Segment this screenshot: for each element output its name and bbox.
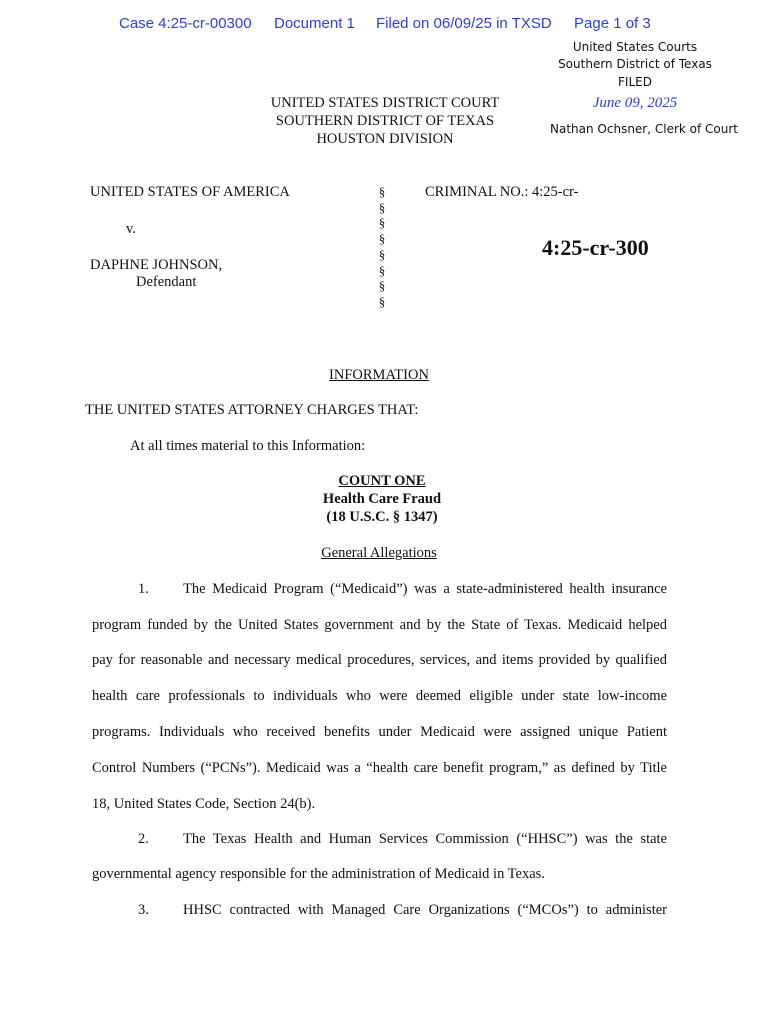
count-subtitle: Health Care Fraud: [322, 491, 442, 507]
section-mark: §: [378, 184, 386, 199]
paragraph-line: pay for reasonable and necessary medical procedures, services, and items provided by qualified: [92, 652, 667, 668]
stamp-courts: United States Courts: [572, 40, 698, 54]
document-number-header: Document 1: [274, 15, 355, 32]
section-mark: §: [378, 278, 386, 294]
defendant-name: DAPHNE JOHNSON,: [90, 257, 223, 273]
section-heading: General Allegations: [321, 545, 437, 561]
case-number-stamp: 4:25-cr-300: [542, 235, 649, 260]
section-mark: §: [378, 293, 386, 309]
filed-date-header: Filed on 06/09/25 in TXSD: [376, 15, 552, 32]
paragraph-line: governmental agency responsible for the administration of Medicaid in Texas.: [92, 866, 545, 882]
document-title: INFORMATION: [329, 367, 429, 383]
section-mark: §: [378, 231, 386, 247]
section-marks-column: [372, 184, 392, 310]
intro-line: At all times material to this Information:: [130, 438, 366, 454]
section-mark: §: [378, 199, 386, 215]
paragraph-line: 18, United States Code, Section 24(b).: [92, 796, 316, 812]
paragraph-line: programs. Individuals who received benefits under Medicaid were assigned unique Patient: [92, 724, 667, 740]
case-number-header: Case 4:25-cr-00300: [119, 15, 252, 32]
count-statute: (18 U.S.C. § 1347): [326, 509, 438, 525]
criminal-number-label: CRIMINAL NO.: 4:25-cr-: [425, 184, 579, 200]
paragraph-line: Control Numbers (“PCNs”). Medicaid was a “health care benefit program,” as defined by Title: [92, 760, 667, 776]
section-mark: §: [378, 246, 386, 262]
section-mark: §: [378, 215, 386, 231]
paragraph-line: The Texas Health and Human Services Commission (“HHSC”) was the state: [183, 831, 667, 847]
paragraph-line: program funded by the United States government and by the State of Texas. Medicaid helped: [92, 617, 667, 633]
stamp-date: June 09, 2025: [592, 95, 678, 111]
defendant-label: Defendant: [136, 274, 197, 290]
court-district: SOUTHERN DISTRICT OF TEXAS: [275, 113, 495, 129]
versus-label: v.: [126, 221, 136, 237]
charges-line: THE UNITED STATES ATTORNEY CHARGES THAT:: [85, 402, 419, 418]
section-mark: §: [378, 262, 386, 278]
paragraph-number: 3.: [138, 902, 149, 918]
court-name: UNITED STATES DISTRICT COURT: [270, 95, 500, 111]
paragraph-line: health care professionals to individuals who were deemed eligible under state low-income: [92, 688, 667, 704]
paragraph-number: 2.: [138, 831, 149, 847]
paragraph-line: HHSC contracted with Managed Care Organizations (“MCOs”) to administer: [183, 902, 667, 918]
stamp-clerk: Nathan Ochsner, Clerk of Court: [550, 122, 739, 136]
stamp-district: Southern District of Texas: [558, 57, 712, 71]
stamp-filed: FILED: [618, 75, 652, 89]
count-title: COUNT ONE: [338, 473, 426, 489]
page-number-header: Page 1 of 3: [574, 15, 651, 32]
court-division: HOUSTON DIVISION: [316, 131, 454, 147]
paragraph-line: The Medicaid Program (“Medicaid”) was a state-administered health insurance: [183, 581, 667, 597]
paragraph-number: 1.: [138, 581, 149, 597]
plaintiff-name: UNITED STATES OF AMERICA: [90, 184, 290, 200]
